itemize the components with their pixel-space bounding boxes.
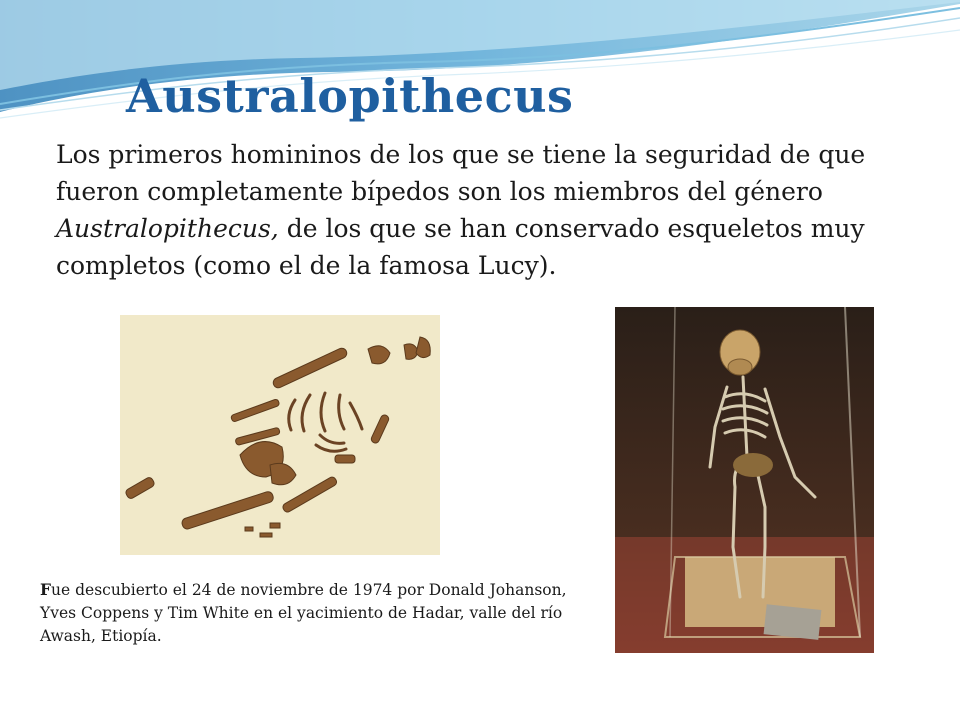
lucy-skeleton-display-photo xyxy=(615,307,874,653)
slide-title: Australopithecus xyxy=(126,69,574,123)
intro-paragraph xyxy=(56,136,886,284)
discovery-caption xyxy=(40,578,580,648)
lucy-fossil-bones-photo xyxy=(120,315,440,555)
intro-text-start: Los primeros homininos de los que se tiene la seguridad de que fueron completamente bípedos son los miembros del género xyxy=(56,140,866,206)
caption-initial: F xyxy=(40,580,52,599)
intro-text-end: de los que se han conservado esqueletos muy completos (como el de la famosa Lucy). xyxy=(56,214,865,280)
caption-text: ue descubierto el 24 de noviembre de 1974 por Donald Johanson, Yves Coppens y Tim White en el yacimiento de Hadar, valle del río Awash, Etiopía. xyxy=(40,581,567,645)
genus-name: Australopithecus, xyxy=(56,214,279,243)
